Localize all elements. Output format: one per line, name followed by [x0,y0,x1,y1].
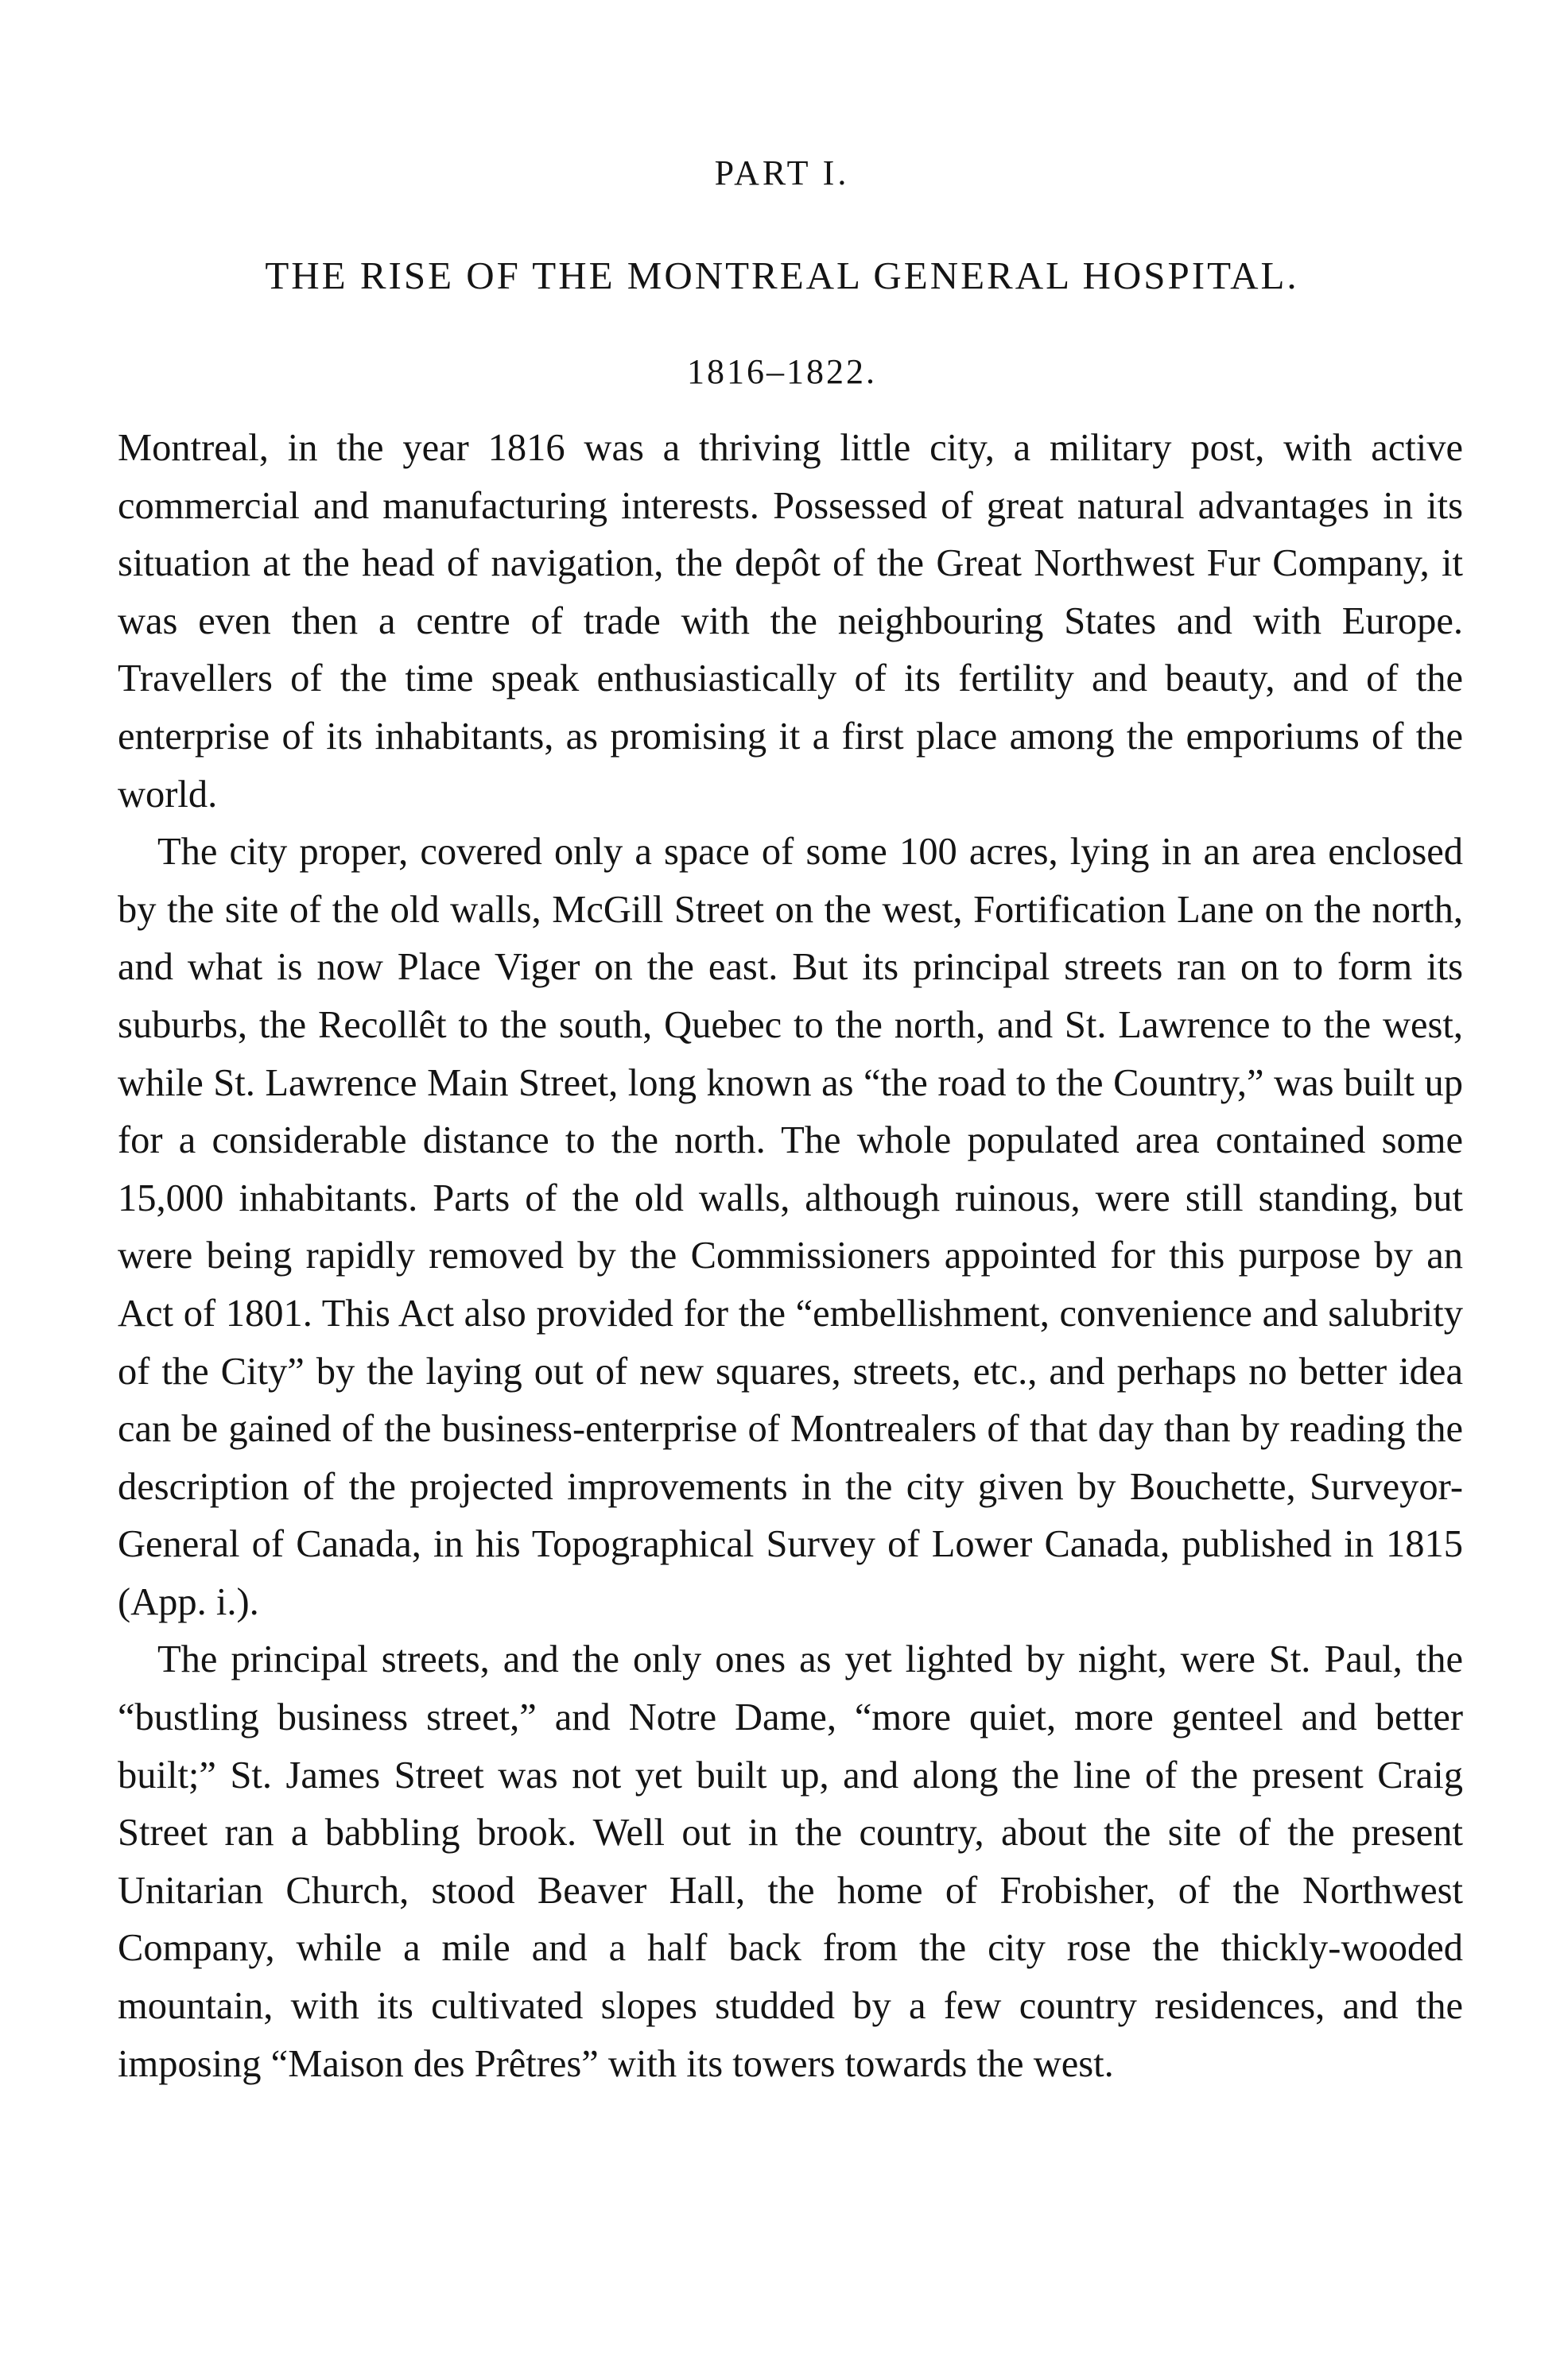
body-text [118,420,1463,2093]
chapter-title: THE RISE OF THE MONTREAL GENERAL HOSPITAL. [265,254,1299,297]
paragraph-2: The city proper, covered only a space of some 100 acres, lying in an area enclosed by the site of the old walls, McGill Street on the west, Fortification Lane on the north, and what is now Place Viger on the east. But its principal streets ran on to form its suburbs, the Recollêt to the south, Quebec to the north, and St. Lawrence to the west, while St. Lawrence Main Street, long known as “the road to the Country,” was built up for a considerable distance to the north. The whole populated area contained some 15,000 inhabitants. Parts of the old walls, although ruinous, were still standing, but were being rapidly removed by the Commissioners appointed for this purpose by an Act of 1801. This Act also provided for the “embellishment, convenience and salubrity of the City” by the laying out of new squares, streets, etc., and perhaps no better idea can be gained of the business-enterprise of Montrealers of that day than by reading the description of the projected improvements in the city given by Bouchette, Surveyor-General of Canada, in his Topographical Survey of Lower Canada, published in 1815 (App. i.). [118,831,1463,1623]
date-range: 1816–1822. [687,352,877,391]
paragraph-3: The principal streets, and the only ones as yet lighted by night, were St. Paul, the “bustling business street,” and Notre Dame, “more quiet, more genteel and better built;” St. James Street was not yet built up, and along the line of the present Craig Street ran a babbling brook. Well out in the country, about the site of the present Unitarian Church, stood Beaver Hall, the home of Frobisher, of the Northwest Company, while a mile and a half back from the city rose the thickly-wooded mountain, with its cultivated slopes studded by a few country residences, and the imposing “Maison des Prêtres” with its towers towards the west. [118,1638,1463,2085]
part-heading: PART I. [714,153,850,192]
paragraph-1: Montreal, in the year 1816 was a thriving little city, a military post, with active commercial and manufacturing interests. Possessed of great natural advantages in its situation at the head of navigation, the depôt of the Great Northwest Fur Company, it was even then a centre of trade with the neighbouring States and with Europe. Travellers of the time speak enthusiastically of its fertility and beauty, and of the enterprise of its inhabitants, as promising it a first place among the emporiums of the world. [118,427,1463,816]
